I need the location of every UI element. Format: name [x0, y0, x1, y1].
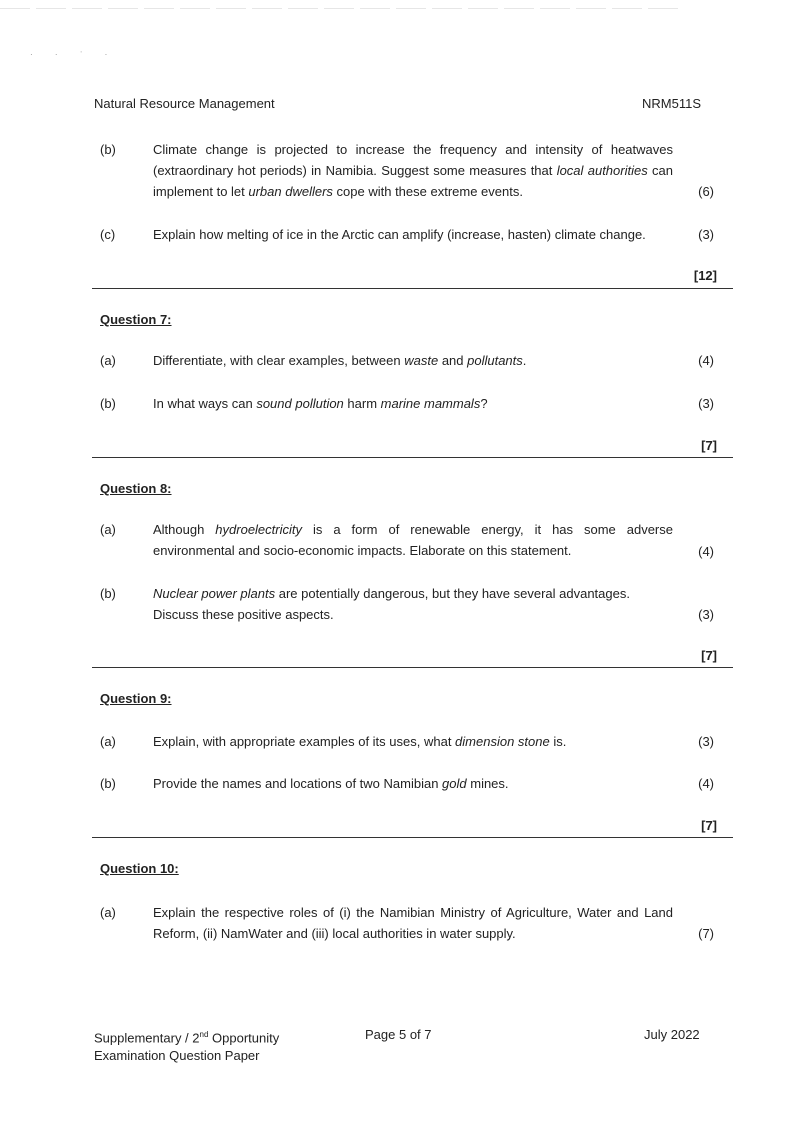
- q7a-label: (a): [100, 353, 116, 368]
- footer-page-number: Page 5 of 7: [365, 1027, 432, 1042]
- q8b-text: Nuclear power plants are potentially dangerous, but they have several advantages. Discuss these positive aspects.: [153, 586, 630, 622]
- scan-dots-artifact: · · ˈ ·: [30, 50, 118, 59]
- question-10-heading: Question 10:: [100, 861, 179, 876]
- q8-total: [7]: [701, 648, 717, 663]
- q7a-marks: (4): [698, 353, 714, 368]
- q7-total: [7]: [701, 438, 717, 453]
- q6b-marks: (6): [698, 184, 714, 199]
- q7b-label: (b): [100, 396, 116, 411]
- course-code: NRM511S: [642, 96, 702, 111]
- q10a-text: Explain the respective roles of (i) the Namibian Ministry of Agriculture, Water and Land Reform, (ii) NamWater and (iii) local authorities in water supply.: [153, 905, 673, 941]
- q9b-label: (b): [100, 776, 116, 791]
- q10a-label: (a): [100, 905, 116, 920]
- q8a-marks: (4): [698, 544, 714, 559]
- q9b-text: Provide the names and locations of two Namibian gold mines.: [153, 776, 509, 791]
- section-divider: [92, 837, 733, 838]
- question-9-heading: Question 9:: [100, 691, 172, 706]
- q6c-label: (c): [100, 227, 116, 242]
- question-7-heading: Question 7:: [100, 312, 172, 327]
- q7a-text: Differentiate, with clear examples, between waste and pollutants.: [153, 353, 527, 368]
- q6c-text: Explain how melting of ice in the Arctic can amplify (increase, hasten) climate change.: [153, 227, 646, 242]
- q9a-text: Explain, with appropriate examples of its uses, what dimension stone is.: [153, 734, 567, 749]
- q6-total: [12]: [693, 268, 717, 283]
- q8a-text: Although hydroelectricity is a form of renewable energy, it has some adverse environmental and socio-economic impacts. Elaborate on this statement.: [153, 522, 673, 558]
- q6b-label: (b): [100, 142, 116, 157]
- footer-exam-info: Supplementary / 2nd Opportunity Examination Question Paper: [94, 1030, 280, 1064]
- question-8-heading: Question 8:: [100, 481, 172, 496]
- q8a-label: (a): [100, 522, 116, 537]
- q6c-marks: (3): [698, 227, 714, 242]
- q6b-text: Climate change is projected to increase the frequency and intensity of heatwaves (extraordinary hot periods) in Namibia. Suggest some measures that local authorities can implement to let urban dwellers cope with these extreme events.: [153, 142, 673, 199]
- q9b-marks: (4): [698, 776, 714, 791]
- q9a-marks: (3): [698, 734, 714, 749]
- q9a-label: (a): [100, 734, 116, 749]
- q7b-marks: (3): [698, 396, 714, 411]
- section-divider: [92, 457, 733, 458]
- section-divider: [92, 288, 733, 289]
- scan-edge-artifact: [0, 8, 680, 9]
- q8b-marks: (3): [698, 607, 714, 622]
- q8b-label: (b): [100, 586, 116, 601]
- course-title: Natural Resource Management: [94, 96, 275, 111]
- q7b-text: In what ways can sound pollution harm marine mammals?: [153, 396, 488, 411]
- section-divider: [92, 667, 733, 668]
- footer-date: July 2022: [644, 1027, 700, 1042]
- q10a-marks: (7): [698, 926, 714, 941]
- q9-total: [7]: [701, 818, 717, 833]
